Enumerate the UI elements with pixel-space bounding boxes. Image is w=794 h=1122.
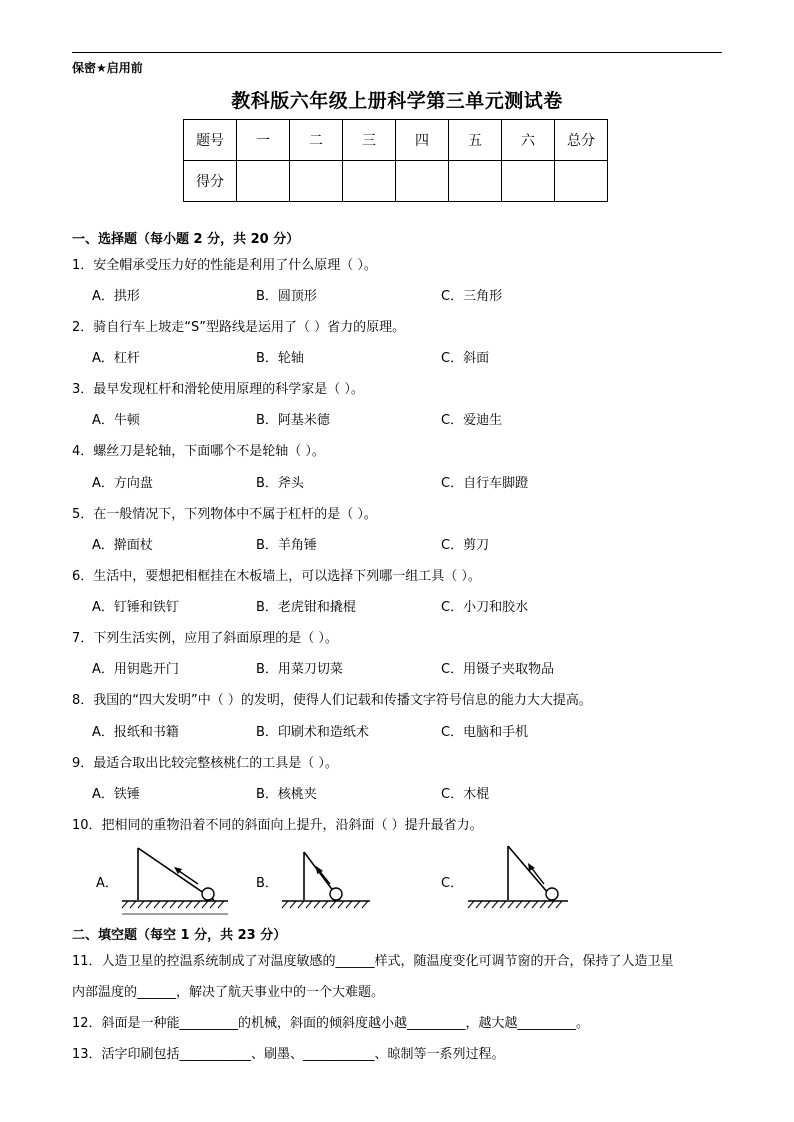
question-13: 13．活字印刷包括___________、刷墨、___________、晾制等一系列过程。 <box>72 1047 505 1062</box>
question-5: 5．在一般情况下，下列物体中不属于杠杆的是（ ）。 <box>72 507 377 522</box>
score-row-label: 得分 <box>184 161 237 202</box>
option-a[interactable]: A．钉锤和铁钉 <box>92 600 179 615</box>
option-a[interactable]: A．杠杆 <box>92 351 140 366</box>
section2-heading: 二、填空题（每空 1 分，共 23 分） <box>72 928 287 943</box>
option-a[interactable]: A．铁锤 <box>92 787 140 802</box>
option-b[interactable]: B．圆顶形 <box>256 289 317 304</box>
question-8: 8．我国的“四大发明”中（ ）的发明，使得人们记载和传播文字符号信息的能力大大提高。 <box>72 693 592 708</box>
score-input-cell[interactable] <box>343 161 396 202</box>
option-c[interactable]: C．小刀和胶水 <box>441 600 529 615</box>
option-a[interactable]: A．用钥匙开门 <box>92 662 179 677</box>
option-b[interactable]: B．羊角锤 <box>256 538 317 553</box>
score-table-score-row <box>184 161 608 202</box>
option-c[interactable]: C．自行车脚蹬 <box>441 476 529 491</box>
option-a[interactable]: A．擀面杖 <box>92 538 153 553</box>
incline-diagram-b <box>280 844 372 916</box>
question-6: 6．生活中，要想把相框挂在木板墙上，可以选择下列哪一组工具（ ）。 <box>72 569 481 584</box>
score-cell: 四 <box>396 120 449 161</box>
score-table <box>183 119 608 202</box>
option-b[interactable]: B． <box>256 876 278 891</box>
option-c[interactable]: C．用镊子夹取物品 <box>441 662 555 677</box>
question-7: 7．下列生活实例，应用了斜面原理的是（ ）。 <box>72 631 338 646</box>
option-c[interactable]: C． <box>441 876 464 891</box>
score-input-cell[interactable] <box>555 161 608 202</box>
option-c[interactable]: C．木棍 <box>441 787 490 802</box>
score-input-cell[interactable] <box>290 161 343 202</box>
option-c[interactable]: C．斜面 <box>441 351 490 366</box>
option-c[interactable]: C．电脑和手机 <box>441 725 529 740</box>
question-11-line2: 内部温度的______，解决了航天事业中的一个大难题。 <box>72 985 385 1000</box>
secret-label: 保密★启用前 <box>72 61 143 75</box>
option-a[interactable]: A． <box>96 876 118 891</box>
top-rule <box>72 52 722 53</box>
option-c[interactable]: C．爱迪生 <box>441 413 503 428</box>
incline-diagram-a <box>118 844 230 916</box>
question-9: 9．最适合取出比较完整核桃仁的工具是（ ）。 <box>72 756 338 771</box>
option-b[interactable]: B．老虎钳和撬棍 <box>256 600 356 615</box>
question-1: 1．安全帽承受压力好的性能是利用了什么原理（ ）。 <box>72 258 377 273</box>
score-cell: 五 <box>449 120 502 161</box>
incline-diagram-c <box>466 844 570 916</box>
score-input-cell[interactable] <box>237 161 290 202</box>
question-2: 2．骑自行车上坡走“S”型路线是运用了（ ）省力的原理。 <box>72 320 406 335</box>
score-input-cell[interactable] <box>449 161 502 202</box>
question-11-line1: 11．人造卫星的控温系统制成了对温度敏感的______样式，随温度变化可调节窗的开合，保持了人造卫星 <box>72 954 674 969</box>
score-cell: 一 <box>237 120 290 161</box>
option-b[interactable]: B．核桃夹 <box>256 787 317 802</box>
option-b[interactable]: B．阿基米德 <box>256 413 330 428</box>
option-a[interactable]: A．牛顿 <box>92 413 140 428</box>
page-title: 教科版六年级上册科学第三单元测试卷 <box>231 90 563 112</box>
question-4: 4．螺丝刀是轮轴，下面哪个不是轮轴（ ）。 <box>72 444 325 459</box>
score-cell: 三 <box>343 120 396 161</box>
option-b[interactable]: B．用菜刀切菜 <box>256 662 343 677</box>
score-cell: 总分 <box>555 120 608 161</box>
score-cell: 六 <box>502 120 555 161</box>
option-a[interactable]: A．拱形 <box>92 289 140 304</box>
option-b[interactable]: B．轮轴 <box>256 351 304 366</box>
question-3: 3．最早发现杠杆和滑轮使用原理的科学家是（ ）。 <box>72 382 364 397</box>
option-a[interactable]: A．报纸和书籍 <box>92 725 179 740</box>
question-10: 10．把相同的重物沿着不同的斜面向上提升，沿斜面（ ）提升最省力。 <box>72 818 483 833</box>
score-table-header-row <box>184 120 608 161</box>
score-input-cell[interactable] <box>396 161 449 202</box>
option-c[interactable]: C．剪刀 <box>441 538 490 553</box>
option-b[interactable]: B．斧头 <box>256 476 304 491</box>
score-input-cell[interactable] <box>502 161 555 202</box>
option-a[interactable]: A．方向盘 <box>92 476 153 491</box>
option-b[interactable]: B．印刷术和造纸术 <box>256 725 369 740</box>
question-12: 12．斜面是一种能_________的机械，斜面的倾斜度越小越_________，越大越_________。 <box>72 1016 590 1031</box>
section1-heading: 一、选择题（每小题 2 分，共 20 分） <box>72 232 300 247</box>
score-cell: 题号 <box>184 120 237 161</box>
score-cell: 二 <box>290 120 343 161</box>
option-c[interactable]: C．三角形 <box>441 289 503 304</box>
